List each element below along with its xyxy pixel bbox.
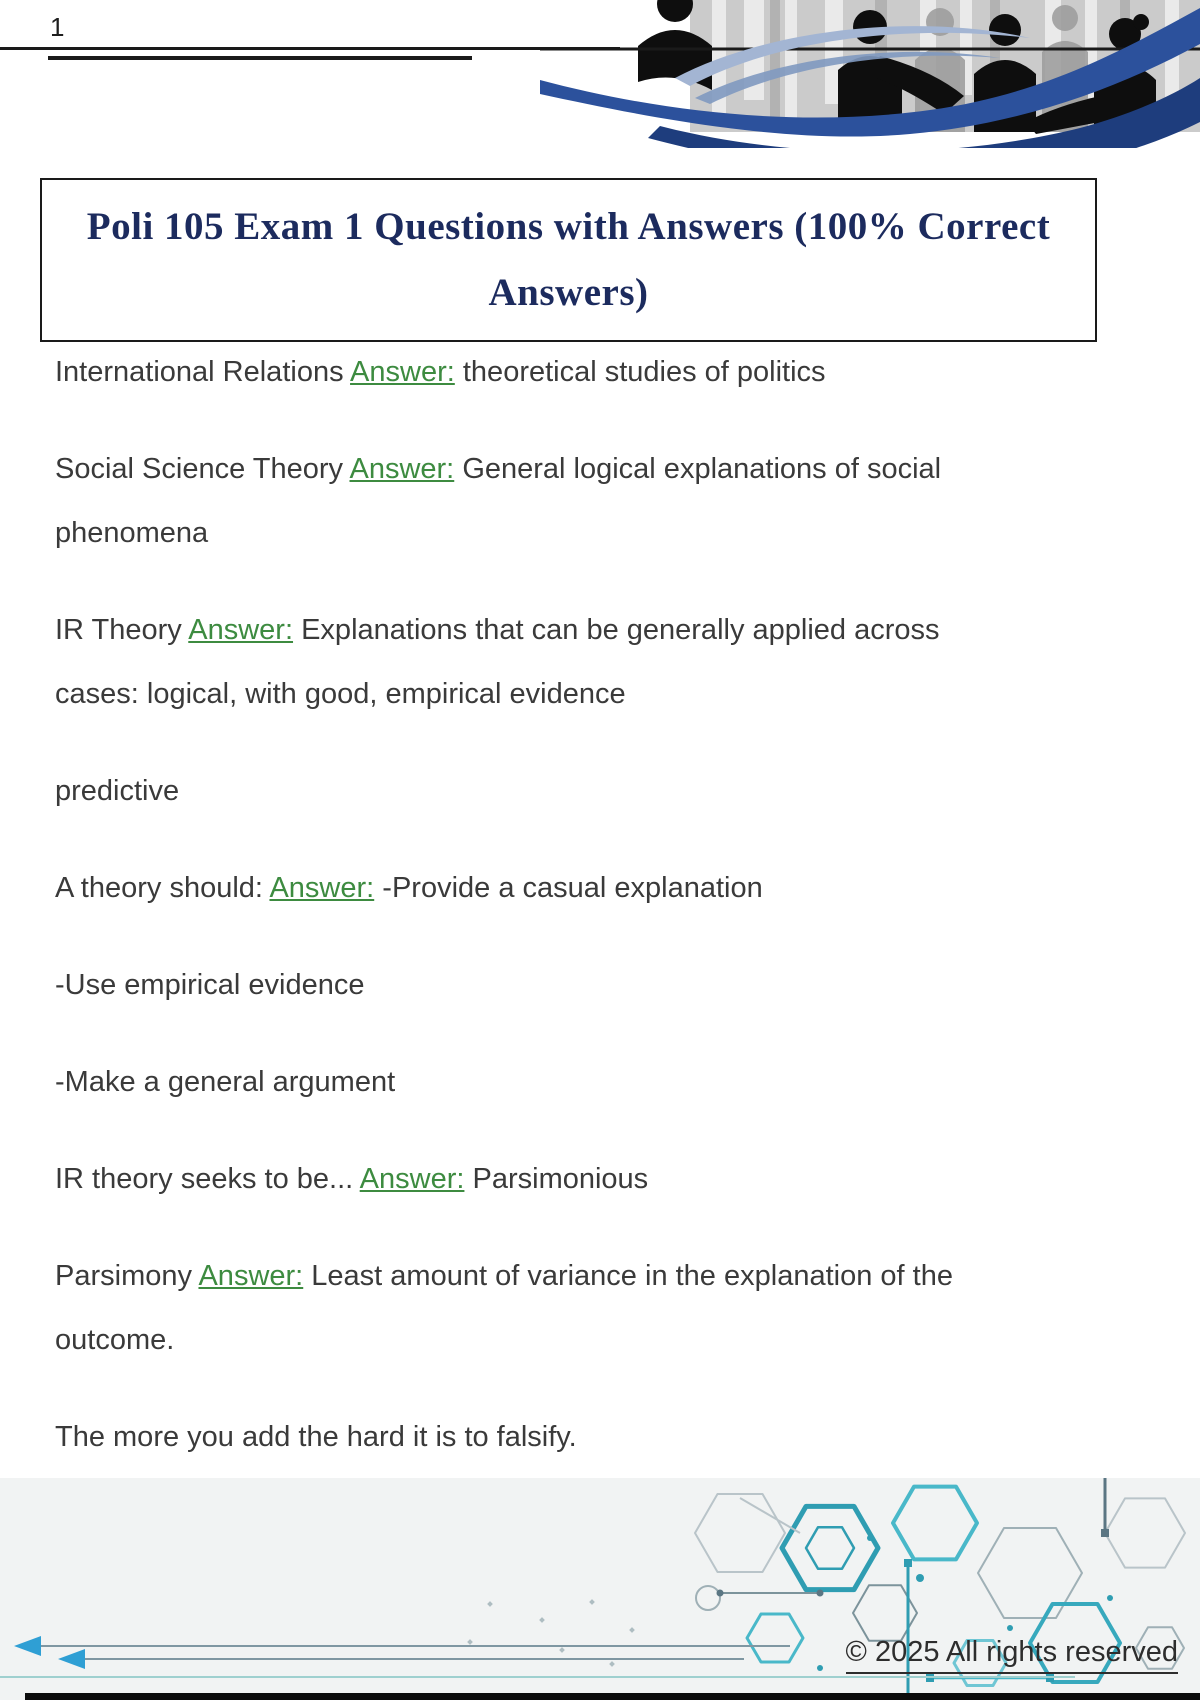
divider-line	[0, 1676, 1075, 1678]
statement-text: -Make a general argument	[55, 1066, 396, 1098]
answer-text: General logical explanations of social phenomena	[55, 453, 942, 549]
answer-text: Least amount of variance in the explanation of the outcome.	[55, 1260, 953, 1356]
statement-text: -Use empirical evidence	[55, 969, 365, 1001]
arrow-line	[84, 1658, 744, 1660]
answer-text: theoretical studies of politics	[462, 356, 826, 388]
qa-paragraph	[55, 598, 1015, 726]
arrow-line	[38, 1645, 790, 1647]
qa-paragraph	[55, 759, 1015, 823]
document-title: Poli 105 Exam 1 Questions with Answers (100% Correct Answers)	[86, 205, 1051, 314]
statement-text: predictive	[55, 775, 180, 807]
statement-text: The more you add the hard it is to falsify.	[55, 1421, 577, 1453]
title-box	[40, 178, 1097, 342]
answer-label: Answer:	[269, 872, 375, 904]
question-text: A theory should:	[55, 872, 263, 904]
question-text: IR theory seeks to be...	[55, 1163, 354, 1195]
bottom-bar	[25, 1693, 1200, 1700]
question-text: Parsimony	[55, 1260, 192, 1292]
question-text: International Relations	[55, 356, 344, 388]
answer-text: Parsimonious	[472, 1163, 649, 1195]
qa-paragraph	[55, 340, 1015, 404]
question-text: IR Theory	[55, 614, 182, 646]
qa-paragraph	[55, 1050, 1015, 1114]
left-arrow-icon	[14, 1636, 41, 1656]
top-rule-line	[0, 47, 620, 50]
qa-paragraph	[55, 1244, 1015, 1372]
qa-paragraph	[55, 1147, 1015, 1211]
qa-paragraph	[55, 437, 1015, 565]
qa-paragraph	[55, 1405, 1015, 1469]
answer-text: -Provide a casual explanation	[382, 872, 763, 904]
answer-label: Answer:	[198, 1260, 304, 1292]
answer-label: Answer:	[349, 453, 455, 485]
left-arrow-icon	[58, 1649, 85, 1669]
qa-paragraph	[55, 856, 1015, 920]
qa-body	[55, 340, 1015, 1502]
people-silhouettes-header-image	[540, 0, 1200, 148]
qa-paragraph	[55, 953, 1015, 1017]
answer-label: Answer:	[188, 614, 294, 646]
copyright-text: © 2025 All rights reserved	[846, 1636, 1178, 1674]
answer-label: Answer:	[350, 356, 455, 388]
answer-text: Explanations that can be generally applied across cases: logical, with good, empirical evidence	[55, 614, 940, 710]
short-rule-line	[48, 56, 472, 60]
question-text: Social Science Theory	[55, 453, 344, 485]
page-number: 1	[50, 12, 65, 42]
answer-label: Answer:	[359, 1163, 465, 1195]
